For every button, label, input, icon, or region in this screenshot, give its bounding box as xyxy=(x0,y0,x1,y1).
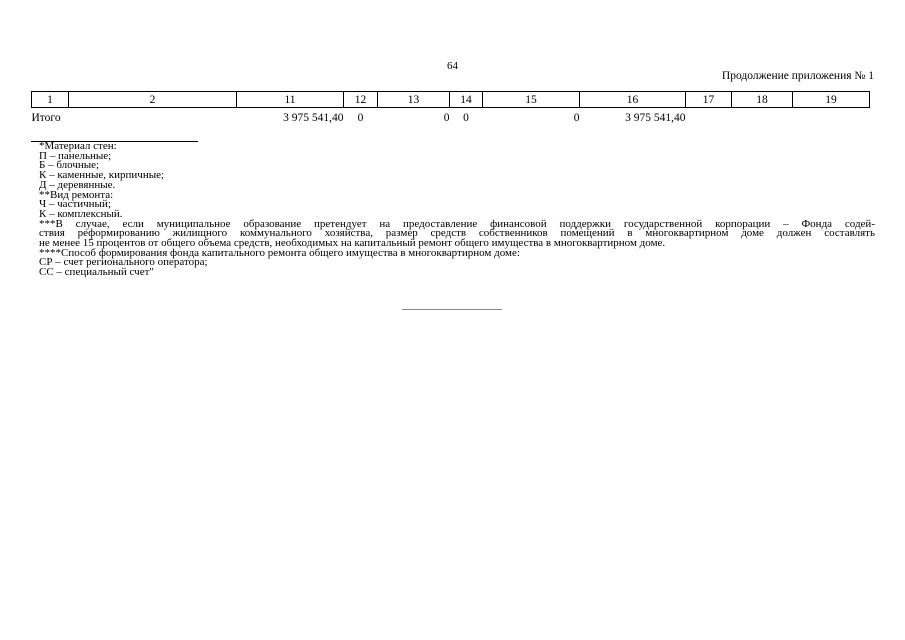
column-number-header: 14 xyxy=(450,92,483,108)
column-number-header: 16 xyxy=(580,92,686,108)
total-cell: 0 xyxy=(357,112,364,124)
wall-material-title: *Материал стен: xyxy=(39,140,117,152)
funding-condition-line: ствия реформированию жилищного коммунального хозяйства, размер средств собственников помещений в многоквартирном доме должен составлять xyxy=(39,227,875,240)
summary-table xyxy=(31,91,870,128)
total-cell xyxy=(732,108,793,129)
column-number-header: 2 xyxy=(69,92,237,108)
total-cell: 0 xyxy=(463,112,469,124)
fund-method-title: ****Способ формирования фонда капитального ремонта общего имущества в многоквартирном доме: xyxy=(39,246,520,259)
repair-type-item: К – комплексный. xyxy=(39,207,123,220)
wall-material-item: К – каменные, кирпичные; xyxy=(39,169,165,182)
total-cell: 3 975 541,40 xyxy=(283,112,344,124)
column-number-header: 15 xyxy=(483,92,580,108)
funding-condition-line: не менее 15 процентов от общего объема средств, необходимых на капитальный ремонт общего имущества в многоквартирном доме. xyxy=(39,237,666,250)
fund-method-item: СР – счет регионального оператора; xyxy=(39,256,208,269)
total-label: Итого xyxy=(31,112,61,124)
column-number-header: 1 xyxy=(32,92,69,108)
column-number-header: 17 xyxy=(686,92,732,108)
wall-material-item: П – панельные; xyxy=(39,149,112,162)
column-number-header: 12 xyxy=(344,92,378,108)
total-cell xyxy=(686,108,732,129)
fund-method-item: СС – специальный счет" xyxy=(39,266,154,279)
funding-condition-line: ***В случае, если муниципальное образование претендует на предоставление финансовой поддержки государственной корпорации – Фонда содей- xyxy=(39,217,875,230)
column-number-header: 11 xyxy=(237,92,344,108)
total-cell: 3 975 541,40 xyxy=(625,112,686,124)
repair-type-title: **Вид ремонта: xyxy=(39,188,114,201)
wall-material-item: Д – деревянные. xyxy=(39,178,116,191)
column-number-header: 18 xyxy=(732,92,793,108)
column-number-header: 13 xyxy=(378,92,450,108)
repair-type-item: Ч – частичный; xyxy=(39,198,111,211)
page-number: 64 xyxy=(447,60,458,72)
total-cell: 0 xyxy=(573,112,580,124)
continuation-label: Продолжение приложения № 1 xyxy=(721,70,874,82)
wall-material-item: Б – блочные; xyxy=(39,159,100,172)
column-number-header: 19 xyxy=(793,92,870,108)
total-row xyxy=(32,108,870,129)
total-cell xyxy=(793,108,870,129)
end-divider xyxy=(402,309,502,310)
total-cell: 0 xyxy=(443,112,450,124)
footnotes xyxy=(39,142,875,278)
column-number-row xyxy=(32,92,870,108)
